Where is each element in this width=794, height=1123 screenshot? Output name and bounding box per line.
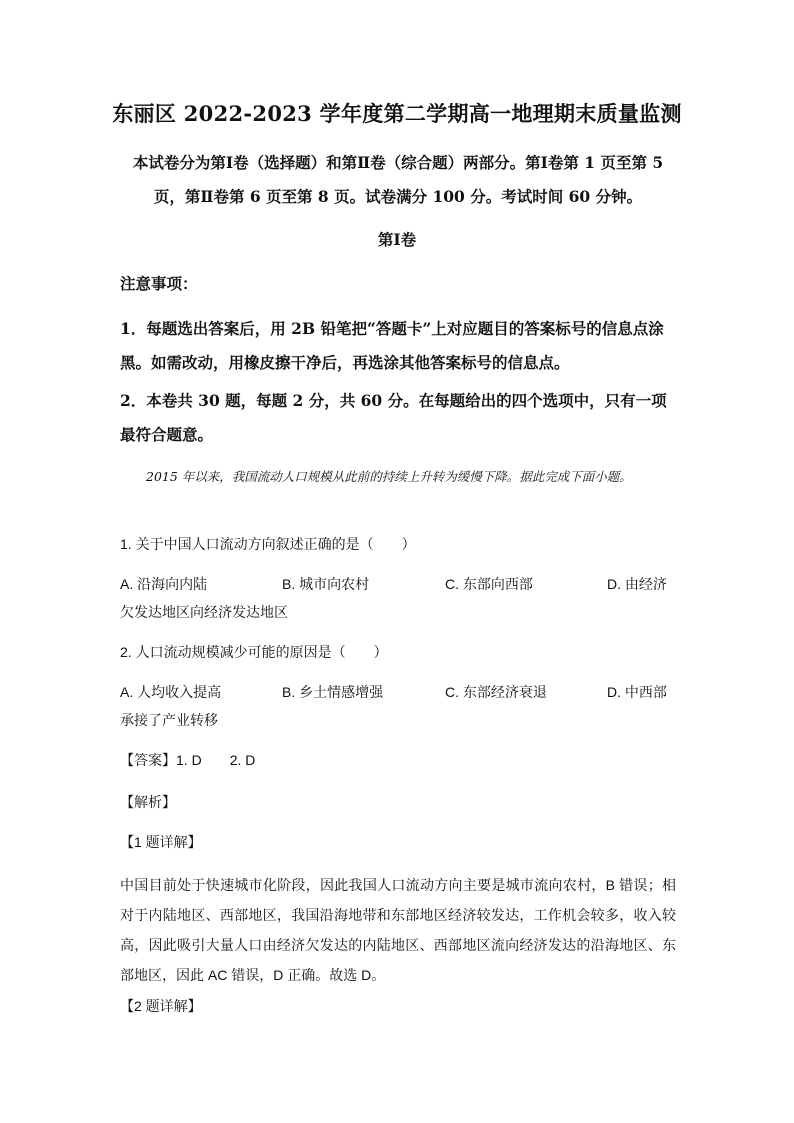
option-d: D. 中西部 <box>607 684 667 700</box>
answer-line <box>120 750 255 770</box>
option-a: A. 人均收入提高 <box>120 684 222 700</box>
option-d-continued: 欠发达地区向经济发达地区 <box>120 604 288 620</box>
exam-intro: 本试卷分为第Ⅰ卷（选择题）和第Ⅱ卷（综合题）两部分。第Ⅰ卷第 1 页至第 5 页，第Ⅱ卷第 6 页至第 8 页。试卷满分 100 分。考试时间 60 分钟。 <box>132 153 664 206</box>
option-d: D. 由经济 <box>607 576 667 592</box>
option-a: A. 沿海向内陆 <box>120 576 208 592</box>
answer-label: 【答案】 <box>120 752 176 768</box>
answer-2: 2. D <box>229 752 256 768</box>
answer-1: 1. D <box>176 752 202 768</box>
detail-2-label: 【2 题详解】 <box>120 998 202 1014</box>
option-c: C. 东部经济衰退 <box>445 684 547 700</box>
note-item: 2．本卷共 30 题，每题 2 分，共 60 分。在每题给出的四个选项中，只有一项最符合题意。 <box>120 391 667 444</box>
question-options <box>120 570 676 626</box>
question-stem: 2. 人口流动规模减少可能的原因是（ ） <box>120 644 388 660</box>
question-options <box>120 678 676 734</box>
note-item: 1．每题选出答案后，用 2B 铅笔把“答题卡”上对应题目的答案标号的信息点涂黑。如需改动，用橡皮擦干净后，再选涂其他答案标号的信息点。 <box>120 319 664 372</box>
section-heading: 第Ⅰ卷 <box>377 230 417 249</box>
question-material: 2015 年以来，我国流动人口规模从此前的持续上升转为缓慢下降。据此完成下面小题。 <box>146 469 632 484</box>
option-c: C. 东部向西部 <box>445 576 533 592</box>
option-d-continued: 承接了产业转移 <box>120 712 218 728</box>
option-b: B. 乡土情感增强 <box>282 684 384 700</box>
question-stem: 1. 关于中国人口流动方向叙述正确的是（ ） <box>120 536 416 552</box>
page-title: 东丽区 2022-2023 学年度第二学期高一地理期末质量监测 <box>112 101 682 126</box>
notes-heading: 注意事项： <box>120 274 198 293</box>
detail-1-label: 【1 题详解】 <box>120 834 202 850</box>
detail-1-text: 中国目前处于快速城市化阶段，因此我国人口流动方向主要是城市流向农村，B 错误；相对于内陆地区、西部地区，我国沿海地带和东部地区经济较发达，工作机会较多，收入较高，因此吸引大量人口由经济欠发达的内陆地区、西部地区流向经济发达的沿海地区、东部地区，因此 AC 错误，D 正确。故选 D。 <box>120 877 676 983</box>
option-b: B. 城市向农村 <box>282 576 370 592</box>
analysis-label: 【解析】 <box>120 794 176 810</box>
